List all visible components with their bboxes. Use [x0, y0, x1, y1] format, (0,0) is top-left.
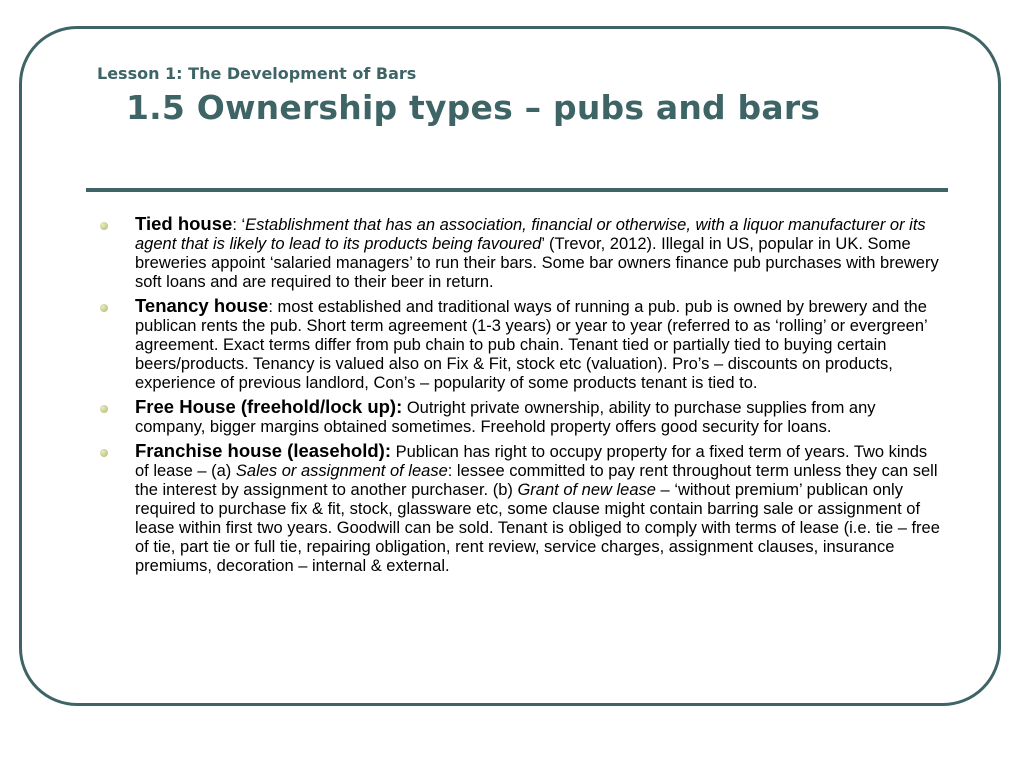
- bullet-text: – ‘without premium’ publican only required to purchase fix & fit, stock, glassware etc, some clause might contain barring sale or assignment of lease within first two years. Goodwill can be sold. Tenant is obliged to comply with terms of lease (i.e. tie – free of tie, part tie or full tie, repairing obligation, rent review, service charges, assignment clauses, insurance premiums, decoration – internal & external.: [135, 481, 940, 575]
- slide-title: 1.5 Ownership types – pubs and bars: [126, 88, 821, 127]
- bullet-text: : ‘: [232, 216, 246, 234]
- bullet-term: Tenancy house: [135, 295, 269, 316]
- bullet-term: Free House (freehold/lock up):: [135, 396, 403, 417]
- bullet-text: Publican has right to occupy property for a fixed term of years. Two kinds of lease – (a): [135, 443, 928, 480]
- bullet-term: Tied house: [135, 213, 233, 234]
- bullet-list: [100, 214, 940, 580]
- bullet-text: : lessee committed to pay rent throughout term unless they can sell the interest by assignment to another purchaser. (b): [135, 462, 938, 499]
- bullet-term: Franchise house (leasehold):: [135, 440, 391, 461]
- bullet-text: Outright private ownership, ability to purchase supplies from any company, bigger margins obtained sometimes. Freehold property offers good security for loans.: [135, 399, 876, 436]
- bullet-quote: Establishment that has an association, financial or otherwise, with a liquor manufacturer or its agent that is likely to lead to its products being favoured: [135, 216, 926, 253]
- bullet-tied-house: [100, 214, 940, 292]
- bullet-free-house: [100, 397, 940, 437]
- bullet-text: : most established and traditional ways of running a pub. pub is owned by brewery and the publican rents the pub. Short term agreement (1-3 years) or year to year (referred to as ‘rolling’ or evergreen’ agreement. Exact terms differ from pub chain to pub chain. Tenant tied or partially tied to buying certain beers/products. Tenancy is valued also on Fix & Fit, stock etc (valuation). Pro’s – discounts on products, experience of previous landlord, Con’s – popularity of some products tenant is tied to.: [135, 298, 928, 392]
- bullet-franchise-house: [100, 441, 940, 576]
- bullet-dot-icon: [100, 222, 108, 230]
- bullet-text: ’ (Trevor, 2012). Illegal in US, popular in UK. Some breweries appoint ‘salaried managers’ to run their bars. Some bar owners finance pub purchases with brewery soft loans and are required to their beer in return.: [135, 235, 939, 291]
- bullet-dot-icon: [100, 405, 108, 413]
- lesson-title: Lesson 1: The Development of Bars: [97, 64, 417, 83]
- bullet-dot-icon: [100, 304, 108, 312]
- bullet-tenancy-house: [100, 296, 940, 393]
- bullet-italic-term: Sales or assignment of lease: [235, 462, 448, 480]
- title-divider: [86, 188, 948, 192]
- bullet-italic-term: Grant of new lease: [517, 481, 656, 499]
- bullet-dot-icon: [100, 449, 108, 457]
